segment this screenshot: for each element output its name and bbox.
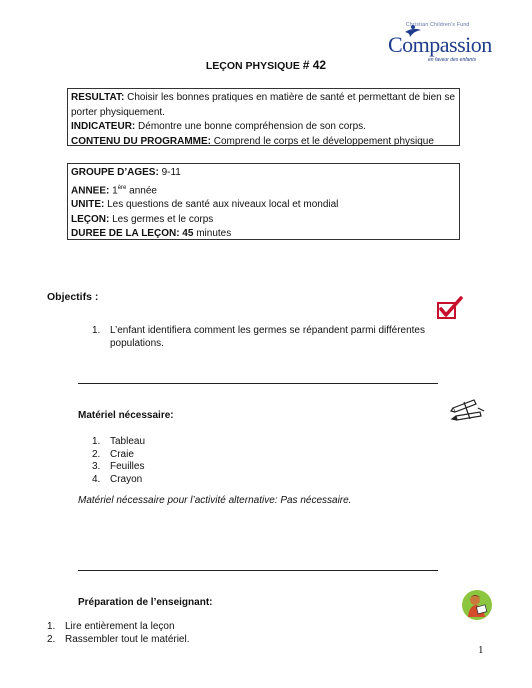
indicateur-text: Démontre une bonne compréhension de son corps. bbox=[135, 121, 366, 132]
annee-num: 1 bbox=[109, 184, 118, 196]
unite-label: UNITE: bbox=[71, 199, 105, 211]
indicateur-label: INDICATEUR: bbox=[71, 121, 136, 132]
list-item-number: 2. bbox=[47, 633, 56, 645]
list-item-number: 3. bbox=[92, 461, 101, 472]
resultat-label: RESULTAT: bbox=[71, 92, 125, 103]
lecon-label: LEÇON: bbox=[71, 213, 110, 225]
lesson-info-box bbox=[67, 163, 460, 240]
objectifs-heading: Objectifs : bbox=[47, 291, 99, 303]
list-item-number: 2. bbox=[92, 448, 101, 460]
list-item-number: 1. bbox=[92, 325, 101, 336]
lesson-title-prefix: LEÇON PHYSIQUE bbox=[205, 60, 303, 72]
indicateur-line bbox=[71, 120, 456, 135]
contenu-label: CONTENU DU PROGRAMME: bbox=[71, 135, 211, 147]
lecon-text: Les germes et le corps bbox=[109, 213, 214, 225]
list-item bbox=[92, 325, 432, 350]
list-item-text: L’enfant identifiera comment les germes se répandent parmi différentes populations. bbox=[110, 325, 425, 349]
pencil-ruler-icon bbox=[450, 398, 486, 424]
duree-text: minutes bbox=[193, 228, 232, 240]
list-item bbox=[92, 461, 292, 474]
materiel-list bbox=[92, 436, 292, 486]
list-item bbox=[92, 474, 292, 487]
logo-tagline: en faveur des enfants bbox=[428, 57, 477, 63]
objectifs-list bbox=[92, 325, 432, 350]
groupe-label: GROUPE D’AGES: bbox=[71, 167, 159, 178]
teacher-reading-icon bbox=[461, 589, 493, 621]
section-divider bbox=[78, 383, 438, 384]
contenu-line bbox=[71, 135, 456, 150]
list-item bbox=[92, 436, 292, 449]
list-item-text: Lire entièrement la leçon bbox=[65, 621, 175, 632]
section-divider bbox=[78, 570, 438, 571]
list-item-number: 1. bbox=[92, 436, 101, 447]
groupe-line bbox=[71, 166, 456, 181]
logo-top-text: Christian Children's Fund bbox=[406, 22, 470, 28]
unite-line bbox=[71, 198, 456, 213]
list-item-text: Crayon bbox=[110, 473, 143, 485]
preparation-heading: Préparation de l’enseignant: bbox=[78, 597, 213, 608]
lesson-title bbox=[0, 58, 532, 72]
preparation-list bbox=[47, 621, 347, 646]
list-item-text: Tableau bbox=[110, 436, 146, 447]
resultat-line bbox=[71, 91, 456, 120]
duree-num: 45 bbox=[179, 228, 194, 240]
list-item-text: Feuilles bbox=[110, 461, 145, 472]
duree-line bbox=[71, 227, 456, 242]
annee-label: ANNEE: bbox=[71, 184, 110, 196]
list-item-text: Craie bbox=[110, 448, 134, 460]
unite-text: Les questions de santé aux niveaux local et mondial bbox=[104, 199, 339, 211]
list-item-text: Rassembler tout le matériel. bbox=[65, 633, 190, 645]
contenu-text: Comprend le corps et le développement physique bbox=[211, 135, 434, 147]
checkbox-check-icon bbox=[436, 296, 464, 322]
list-item bbox=[47, 621, 347, 634]
lesson-number: # 42 bbox=[302, 58, 327, 72]
list-item-number: 4. bbox=[92, 473, 101, 485]
groupe-text: 9-11 bbox=[158, 167, 181, 178]
annee-text: année bbox=[126, 184, 157, 196]
page-number: 1 bbox=[478, 644, 484, 656]
resultat-text: Choisir les bonnes pratiques en matière de santé et permettant de bien se porter physiquement. bbox=[71, 92, 456, 118]
lecon-line bbox=[71, 213, 456, 228]
annee-sup: ère bbox=[117, 184, 127, 191]
logo-wordmark: Compassion bbox=[388, 32, 492, 57]
list-item-number: 1. bbox=[47, 621, 56, 632]
list-item bbox=[92, 449, 292, 462]
materiel-heading: Matériel nécessaire: bbox=[78, 410, 174, 421]
outcome-box bbox=[67, 88, 460, 146]
materiel-alt-note: Matériel nécessaire pour l’activité alternative: Pas nécessaire. bbox=[78, 495, 352, 506]
duree-label: DUREE DE LA LEÇON: bbox=[71, 228, 180, 240]
annee-line bbox=[71, 181, 456, 199]
list-item bbox=[47, 634, 347, 647]
